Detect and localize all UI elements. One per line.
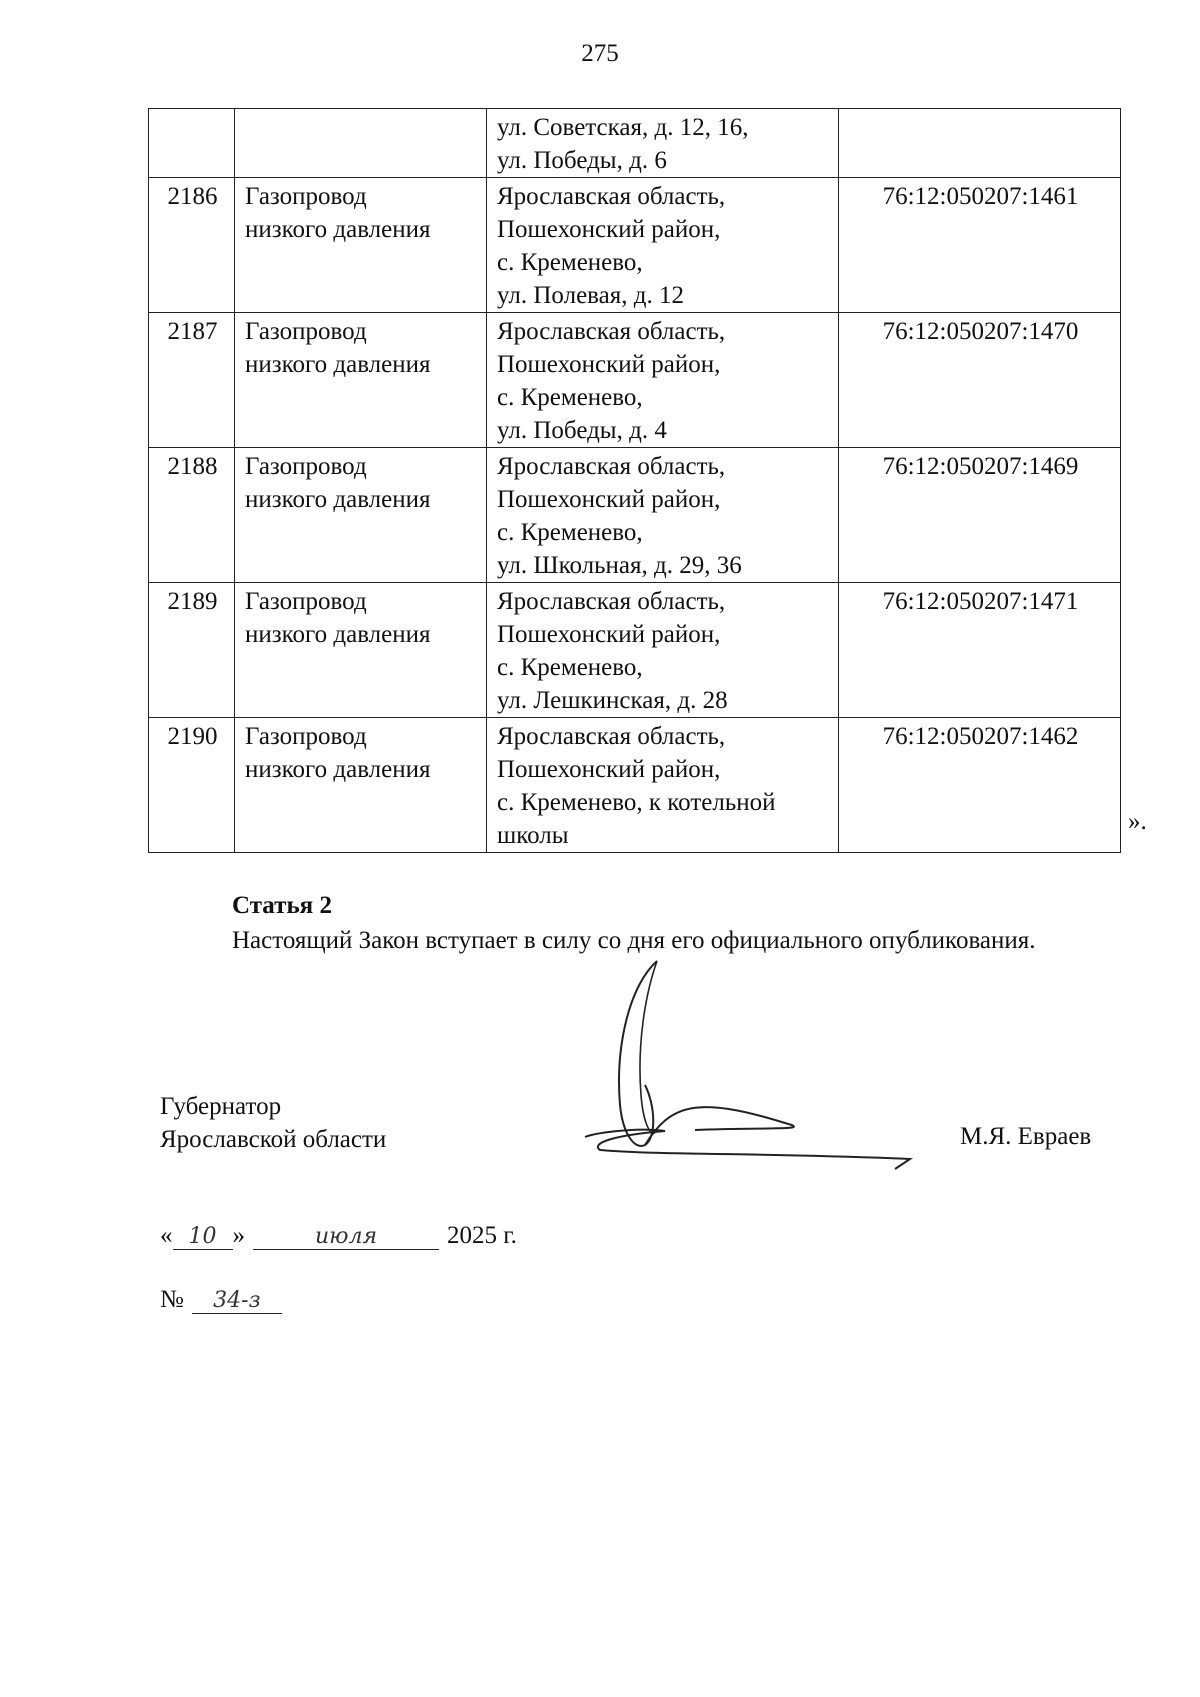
object-address: Ярославская область, Пошехонский район, с. Кременево, ул. Школьная, д. 29, 36 (487, 448, 839, 583)
object-name: Газопровод низкого давления (235, 718, 487, 853)
object-address: Ярославская область, Пошехонский район, с. Кременево, ул. Лешкинская, д. 28 (487, 583, 839, 718)
object-address: Ярославская область, Пошехонский район, с. Кременево, ул. Полевая, д. 12 (487, 178, 839, 313)
table-row (149, 109, 1121, 178)
number-value: 34-з (192, 1288, 282, 1314)
row-number: 2188 (149, 448, 235, 583)
date-year: 2025 г. (447, 1222, 517, 1249)
row-number: 2187 (149, 313, 235, 448)
handwritten-signature (575, 955, 920, 1195)
cadastral-number: 76:12:050207:1471 (839, 583, 1121, 718)
signatory-title (160, 1090, 386, 1156)
row-number: 2190 (149, 718, 235, 853)
object-address: ул. Советская, д. 12, 16, ул. Победы, д. 6 (487, 109, 839, 178)
table-row (149, 583, 1121, 718)
article-title: Статья 2 (232, 892, 332, 919)
table-row (149, 313, 1121, 448)
object-name: Газопровод низкого давления (235, 583, 487, 718)
article-text: Настоящий Закон вступает в силу со дня его официального опубликования. (232, 927, 1036, 954)
object-name: Газопровод низкого давления (235, 178, 487, 313)
object-address: Ярославская область, Пошехонский район, с. Кременево, к котельной школы (487, 718, 839, 853)
row-number: 2189 (149, 583, 235, 718)
date-day: 10 (173, 1224, 233, 1250)
signatory-title-line1: Губернатор (160, 1093, 282, 1120)
signatory-name: М.Я. Евраев (960, 1123, 1092, 1150)
closing-quote: ». (1128, 808, 1147, 835)
law-number (160, 1286, 282, 1314)
table-row (149, 448, 1121, 583)
object-name: Газопровод низкого давления (235, 448, 487, 583)
object-name: Газопровод низкого давления (235, 313, 487, 448)
cadastral-number: 76:12:050207:1469 (839, 448, 1121, 583)
signing-date (160, 1222, 517, 1250)
number-label: № (160, 1286, 184, 1313)
page-number: 275 (581, 40, 619, 67)
table-row (149, 718, 1121, 853)
cadastral-number: 76:12:050207:1462 (839, 718, 1121, 853)
row-number: 2186 (149, 178, 235, 313)
cadastral-number (839, 109, 1121, 178)
object-address: Ярославская область, Пошехонский район, с. Кременево, ул. Победы, д. 4 (487, 313, 839, 448)
table-row (149, 178, 1121, 313)
date-open-quote: « (160, 1222, 173, 1249)
signatory-title-line2: Ярославской области (160, 1126, 387, 1153)
cadastral-number: 76:12:050207:1461 (839, 178, 1121, 313)
cadastral-number: 76:12:050207:1470 (839, 313, 1121, 448)
registry-table (148, 108, 1121, 853)
row-number (149, 109, 235, 178)
date-close-quote: » (232, 1222, 245, 1249)
date-month: июля (253, 1224, 439, 1250)
object-name (235, 109, 487, 178)
